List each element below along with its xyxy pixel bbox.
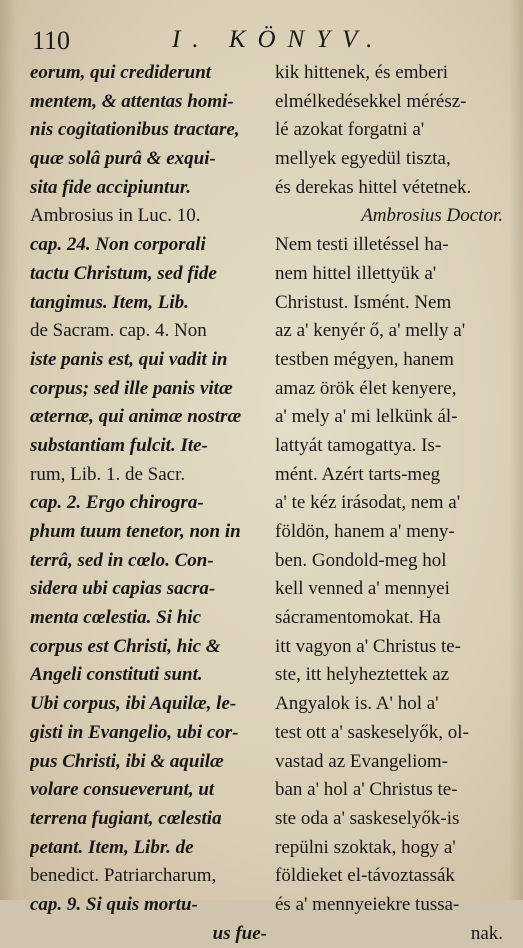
page-edge-shadow [509, 0, 523, 900]
hungarian-line: Christust. Ismént. Nem [275, 291, 452, 313]
hungarian-line: mént. Azért tarts-meg [275, 463, 441, 485]
hungarian-line: az a' kenyér ő, a' melly a' [275, 320, 466, 342]
latin-line: rum, Lib. 1. de Sacr. [30, 463, 186, 485]
latin-line: benedict. Patriarcharum, [30, 865, 217, 887]
hungarian-column [275, 59, 503, 948]
latin-line: cap. 24. Non corporali [30, 234, 206, 256]
hungarian-line: Nem testi illetéssel ha- [275, 234, 449, 256]
hungarian-line: nem hittel illettyük a' [275, 262, 437, 284]
latin-line: phum tuum tenetor, non in [30, 521, 241, 542]
hungarian-line: elmélkedésekkel mérész- [275, 90, 467, 112]
latin-line: æternæ, qui animæ nostræ [30, 406, 242, 428]
latin-line: sita fide accipiuntur. [30, 176, 191, 198]
latin-line: de Sacram. cap. 4. Non [30, 320, 207, 342]
latin-line: volare consueverunt, ut [30, 779, 215, 801]
hungarian-line: vastad az Evangeliom- [275, 750, 449, 772]
hungarian-line: lé azokat forgatni a' [275, 119, 425, 141]
hungarian-line: kell venned a' mennyei [275, 578, 450, 600]
latin-line: terrena fugiant, cœlestia [30, 807, 222, 829]
latin-line: Ubi corpus, ibi Aquilæ, le- [30, 693, 237, 715]
latin-line: Ambrosius in Luc. 10. [30, 205, 201, 227]
hungarian-line: ban a' hol a' Christus te- [275, 779, 458, 801]
hungarian-line: testben mégyen, hanem [275, 348, 454, 370]
latin-line: petant. Item, Libr. de [30, 836, 194, 858]
hungarian-line: nak. [470, 922, 503, 944]
latin-line: nis cogitationibus tractare, [30, 119, 240, 141]
latin-line: menta cœlestia. Si hic [30, 607, 201, 629]
latin-line: mentem, & attentas homi- [30, 90, 234, 112]
hungarian-line: és derekas hittel vétetnek. [275, 176, 472, 198]
running-title: I. KÖNYV. [172, 26, 385, 53]
hungarian-line: itt vagyon a' Christus te- [275, 635, 462, 657]
latin-line: gisti in Evangelio, ubi cor- [30, 721, 239, 743]
latin-line: Angeli constituti sunt. [30, 664, 203, 686]
latin-line: eorum, qui crediderunt [30, 62, 212, 83]
latin-line: quæ solâ purâ & exqui- [30, 148, 216, 170]
hungarian-line: földön, hanem a' meny- [275, 521, 455, 542]
hungarian-line: és a' mennyeiekre tussa- [275, 893, 460, 915]
latin-line: iste panis est, qui vadit in [30, 348, 228, 370]
hungarian-line: amaz örök élet kenyere, [275, 377, 457, 399]
latin-line: substantiam fulcit. Ite- [30, 434, 208, 456]
page-header [32, 26, 503, 60]
latin-line: tangimus. Item, Lib. [30, 291, 189, 313]
latin-line: cap. 9. Si quis mortu- [30, 893, 198, 915]
latin-line: terrâ, sed in cœlo. Con- [30, 549, 214, 571]
hungarian-line: a' mely a' mi lelkünk ál- [275, 406, 458, 428]
latin-line: corpus est Christi, hic & [30, 635, 221, 657]
gutter-shadow [0, 0, 18, 900]
hungarian-line: test ott a' saskeselyők, ol- [275, 721, 469, 743]
hungarian-line: ste oda a' saskeselyők-is [275, 807, 460, 829]
hungarian-line: ben. Gondold-meg hol [275, 549, 447, 571]
hungarian-line: Ambrosius Doctor. [361, 205, 503, 227]
hungarian-line: lattyát tamogattya. Is- [275, 434, 442, 456]
hungarian-line: a' te kéz irásodat, nem a' [275, 492, 461, 514]
hungarian-line: kik hittenek, és emberi [275, 62, 449, 83]
page-number: 110 [32, 26, 71, 55]
hungarian-line: ste, itt helyheztettek az [275, 664, 450, 686]
hungarian-line: repülni szoktak, hogy a' [275, 836, 456, 858]
hungarian-line: Angyalok is. A' hol a' [275, 693, 439, 715]
hungarian-line: földieket el-távoztassák [275, 865, 455, 887]
hungarian-line: sácramentomokat. Ha [275, 607, 441, 629]
latin-line: sidera ubi capias sacra- [30, 578, 216, 600]
latin-column [30, 59, 267, 948]
latin-line: cap. 2. Ergo chirogra- [30, 492, 204, 514]
latin-line: tactu Christum, sed fide [30, 262, 217, 284]
latin-line: us fue- [212, 922, 267, 944]
hungarian-line: mellyek egyedül tiszta, [275, 148, 451, 170]
latin-line: pus Christi, ibi & aquilæ [30, 750, 224, 772]
latin-line: corpus; sed ille panis vitæ [30, 377, 233, 399]
